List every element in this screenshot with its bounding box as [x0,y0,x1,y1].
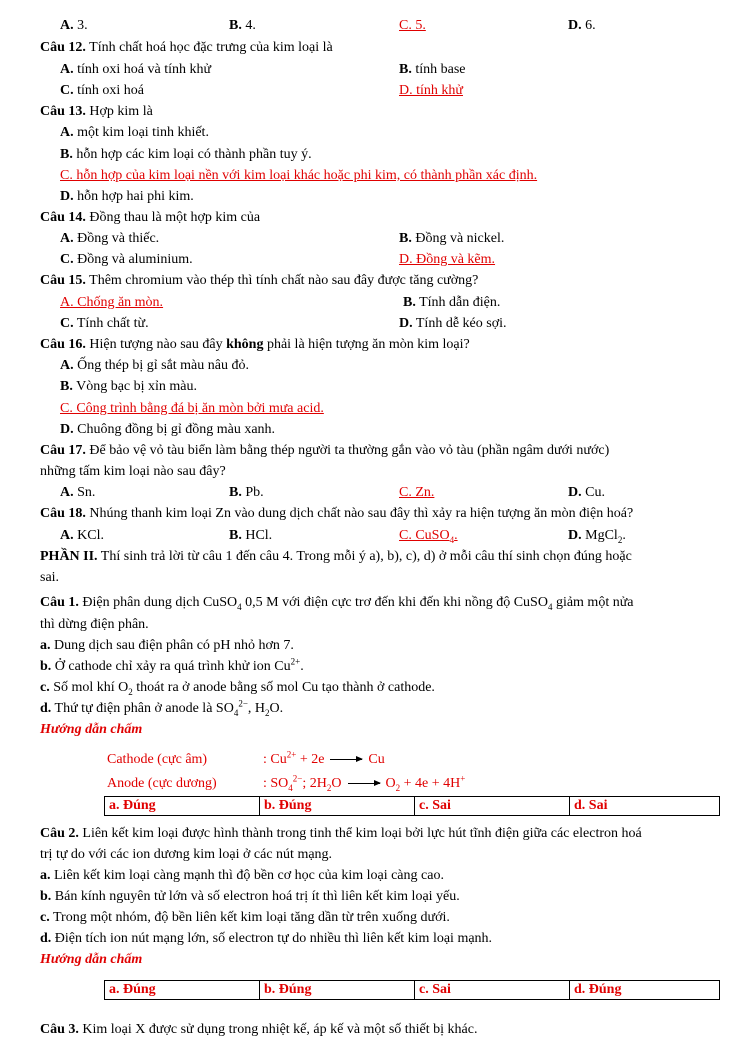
q18-option-c-answer: C. CuSO$_4$. [399,528,458,545]
q14-option-a: A. Đồng và thiếc. [60,231,160,246]
p1-stem-line2: thì dừng điện phân. [40,617,149,632]
p1-cathode-label: Cathode (cực âm) [107,752,208,767]
p1-anode-label: Anode (cực dương) [107,776,217,791]
q15-option-c: C. Tính chất từ. [60,316,149,331]
q17-option-a: A. Sn. [60,485,96,500]
q16-option-b: B. Vòng bạc bị xỉn màu. [60,379,198,394]
q16-option-c-answer: C. Công trình bằng đá bị ăn mòn bởi mưa acid. [60,401,324,416]
q13-option-c-answer: C. hỗn hợp của kim loại nền với kim loại khác hoặc phi kim, có thành phần xác định. [60,168,538,183]
p2-answer-table [104,980,720,1000]
p2-answer-d: d. Đúng [570,981,720,1000]
q11-option-a: A. 3. [60,18,88,33]
p1-anode-equation: : $SO_4^{2-}$; $2H_2O$ $O_2 + 4e + 4H^+$ [263,773,466,793]
p1-answer-c: c. Sai [415,797,570,816]
q17-stem-line2: những tấm kim loại nào sau đây? [40,464,226,479]
p1-statement-b: b. Ở cathode chỉ xảy ra quá trình khử ion $Cu^{2+}$. [40,656,304,674]
q11-option-b: B. 4. [229,18,256,33]
p1-cathode-equation: : $Cu^{2+} + 2e$ Cu [263,749,385,767]
p2-statement-b: b. Bán kính nguyên tử lớn và số electron hoá trị ít thì liên kết kim loại yếu. [40,889,460,904]
q18-stem: Câu 18. Nhúng thanh kim loại Zn vào dung dịch chất nào sau đây thì xảy ra hiện tượng ăn mòn điện hoá? [40,506,634,521]
p3-stem: Câu 3. Kim loại X được sử dụng trong nhiệt kế, áp kế và một số thiết bị khác. [40,1022,478,1037]
q17-option-d: D. Cu. [568,485,605,500]
q17-option-c-answer: C. Zn. [399,485,435,500]
q17-option-b: B. Pb. [229,485,264,500]
p1-stem: Câu 1. Điện phân dung dịch CuSO$_4$ 0,5 M với điện cực trơ đến khi đến khi nồng độ CuSO$_4$ giảm một nửa [40,595,634,612]
table-row [105,981,720,1000]
p2-stem: Câu 2. Liên kết kim loại được hình thành trong tinh thể kim loại bởi lực hút tĩnh điện giữa các electron hoá [40,826,642,841]
q16-stem: Câu 16. Hiện tượng nào sau đây không phải là hiện tượng ăn mòn kim loại? [40,337,470,352]
p1-guide-heading: Hướng dẫn chấm [40,722,143,737]
q16-option-d: D. Chuông đồng bị gỉ đồng màu xanh. [60,422,276,437]
p2-answer-c: c. Sai [415,981,570,1000]
q14-stem: Câu 14. Đồng thau là một hợp kim của [40,210,261,225]
q13-option-a: A. một kim loại tinh khiết. [60,125,209,140]
q15-option-d: D. Tính dễ kéo sợi. [399,316,507,331]
q14-option-c: C. Đồng và aluminium. [60,252,193,267]
p1-statement-d: d. Thứ tự điện phân ở anode là $SO_4^{2-}$, $H_2O$. [40,698,284,718]
p1-statement-a: a. Dung dịch sau điện phân có pH nhỏ hơn 7. [40,638,294,653]
q18-option-d: D. MgCl$_2$. [568,528,626,545]
q14-option-d-answer: D. Đồng và kẽm. [399,252,496,267]
q12-stem: Câu 12. Tính chất hoá học đặc trưng của kim loại là [40,40,333,55]
q11-option-c-answer: C. 5. [399,18,426,33]
q12-option-a: A. tính oxi hoá và tính khử [60,62,212,77]
p2-answer-b: b. Đúng [260,981,415,1000]
p1-answer-table [104,796,720,816]
reaction-arrow-icon [330,759,362,760]
reaction-arrow-icon [348,783,380,784]
q15-stem: Câu 15. Thêm chromium vào thép thì tính chất nào sau đây được tăng cường? [40,273,479,288]
q15-option-b: B. Tính dẫn điện. [403,295,501,310]
p2-guide-heading: Hướng dẫn chấm [40,952,143,967]
q12-option-c: C. tính oxi hoá [60,83,145,98]
p1-answer-d: d. Sai [570,797,720,816]
p1-answer-a: a. Đúng [105,797,260,816]
q15-option-a-answer: A. Chống ăn mòn. [60,295,164,310]
part2-heading: PHẦN II. Thí sinh trả lời từ câu 1 đến câu 4. Trong mỗi ý a), b), c), d) ở mỗi câu thí sinh chọn đúng hoặc [40,549,632,564]
q12-option-d-answer: D. tính khử [399,83,463,98]
q12-option-b: B. tính base [399,62,466,77]
p2-statement-c: c. Trong một nhóm, độ bền liên kết kim loại tăng dần từ trên xuống dưới. [40,910,450,925]
table-row [105,797,720,816]
p2-statement-d: d. Điện tích ion nút mạng lớn, số electron tự do nhiều thì liên kết kim loại mạnh. [40,931,493,946]
q18-option-b: B. HCl. [229,528,273,543]
p2-stem-line2: trị tự do với các ion dương kim loại ở các nút mạng. [40,847,333,862]
q13-stem: Câu 13. Hợp kim là [40,104,153,119]
q17-stem: Câu 17. Để bảo vệ vỏ tàu biển làm bằng thép người ta thường gắn vào vỏ tàu (phần ngâm dưới nước) [40,443,610,458]
p1-statement-c: c. Số mol khí $O_2$ thoát ra ở anode bằng số mol Cu tạo thành ở cathode. [40,680,435,697]
p2-answer-a: a. Đúng [105,981,260,1000]
q13-option-b: B. hỗn hợp các kim loại có thành phần tuy ý. [60,147,312,162]
part2-heading-line2: sai. [40,570,60,585]
q16-option-a: A. Ống thép bị gỉ sắt màu nâu đỏ. [60,358,249,373]
q13-option-d: D. hỗn hợp hai phi kim. [60,189,194,204]
q11-option-d: D. 6. [568,18,596,33]
p2-statement-a: a. Liên kết kim loại càng mạnh thì độ bền cơ học của kim loại càng cao. [40,868,444,883]
q14-option-b: B. Đồng và nickel. [399,231,505,246]
p1-answer-b: b. Đúng [260,797,415,816]
q18-option-a: A. KCl. [60,528,104,543]
